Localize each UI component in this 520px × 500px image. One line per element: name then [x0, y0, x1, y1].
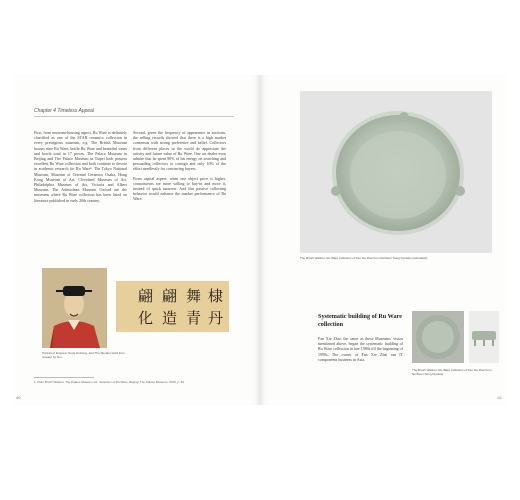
book-spread	[14, 75, 506, 405]
section-heading: Systematic building of Ru Ware collection	[318, 313, 402, 328]
footnote: 1. Plain Brush Washer, The Palace Museum ed., Selection of Ru Ware, Beijing: The Palace Museum, 2015, p. 81.	[34, 380, 185, 384]
footnote-rule	[34, 377, 94, 378]
page-number-left: 40	[16, 395, 21, 400]
paragraph: From capital aspect, when one object price is higher, connoisseurs are more willing to buy-in and more it, instead of quick turnover. And this passive collecting behavior would enhance the market performance of Ru Ware.	[133, 175, 226, 202]
page-number-right: 41	[497, 395, 502, 400]
right-page	[260, 75, 506, 405]
brush-washer-photo	[300, 91, 492, 253]
text-column-1	[34, 130, 127, 207]
svg-text:造: 造	[162, 309, 178, 327]
section-text: Fan Xie Zhai, the same as these Museums' vision mentioned above, began the systematic building of Ru Ware collection in late 1980s till the beginning of 1990s. The owner of Fan Xie Zhai ran IT components business in Asia.	[318, 336, 403, 362]
svg-text:翩: 翩	[162, 287, 178, 305]
header-rule	[34, 116, 234, 117]
brush-washer-side-image	[469, 311, 499, 363]
thumb-caption: The Brush Washer, Ru Ware collection of Fan Xie Zhai from Northern Song Dynasty	[412, 368, 492, 376]
svg-text:化: 化	[138, 309, 154, 327]
svg-text:舞: 舞	[186, 287, 202, 305]
portrait-caption: Portrait of Emperor Song Huizong, and The Slender Gold from created by him.	[42, 351, 125, 359]
svg-text:翩: 翩	[138, 287, 154, 305]
calligraphy-image	[116, 281, 229, 332]
paragraph: Second, given the frequency of appearance in auctions, the selling records showed that there is a high market consensus with strong preference and belief. Collectors from different places in the world do appreciate the artistry and future value of Ru Ware. One art dealer even admire that he spent 90% of his energy on searching and persuading collectors to consign and only 10% of the effort needlessly for convincing buyers.	[133, 130, 226, 172]
left-page	[14, 75, 260, 405]
chapter-title: Chapter 4 Timeless Appeal	[34, 108, 95, 114]
paragraph: First, from museum-housing aspect, Ru Ware is definitely classified as one of the STAR ceramics collection in every prestigious museum, e.g. The British Museum houses nine Ru Ware, bottle Ru Ware and beautiful vases and bowls total in 17 pieces. The Palace Museum in Beijing and The Palace Museum in Taipei both possess excellent Ru Ware collection and both continue to devote in academic research for Ru Ware¹. The Tokyo National Museum, Museum of Oriental Ceramics Osaka, Hong Kong Museum of Art, Cleveland Museum of Art, Philadelphia Museum of Art, Victoria and Albert Museum, The Ashmolean Museum Oxford are the museums where Ru Ware collection has been listed on literature published in early 20th century.	[34, 130, 127, 203]
brush-washer-top-image	[412, 311, 464, 363]
text-column-2	[133, 130, 226, 206]
svg-text:青: 青	[186, 309, 202, 327]
photo-caption: The Brush Washer, Ru Ware collection of Fan Xie Zhai from Northern Song Dynasty (estimated)	[300, 256, 428, 260]
emperor-portrait-image	[42, 268, 107, 348]
svg-text:丹: 丹	[208, 309, 224, 327]
svg-text:棣: 棣	[208, 287, 224, 305]
